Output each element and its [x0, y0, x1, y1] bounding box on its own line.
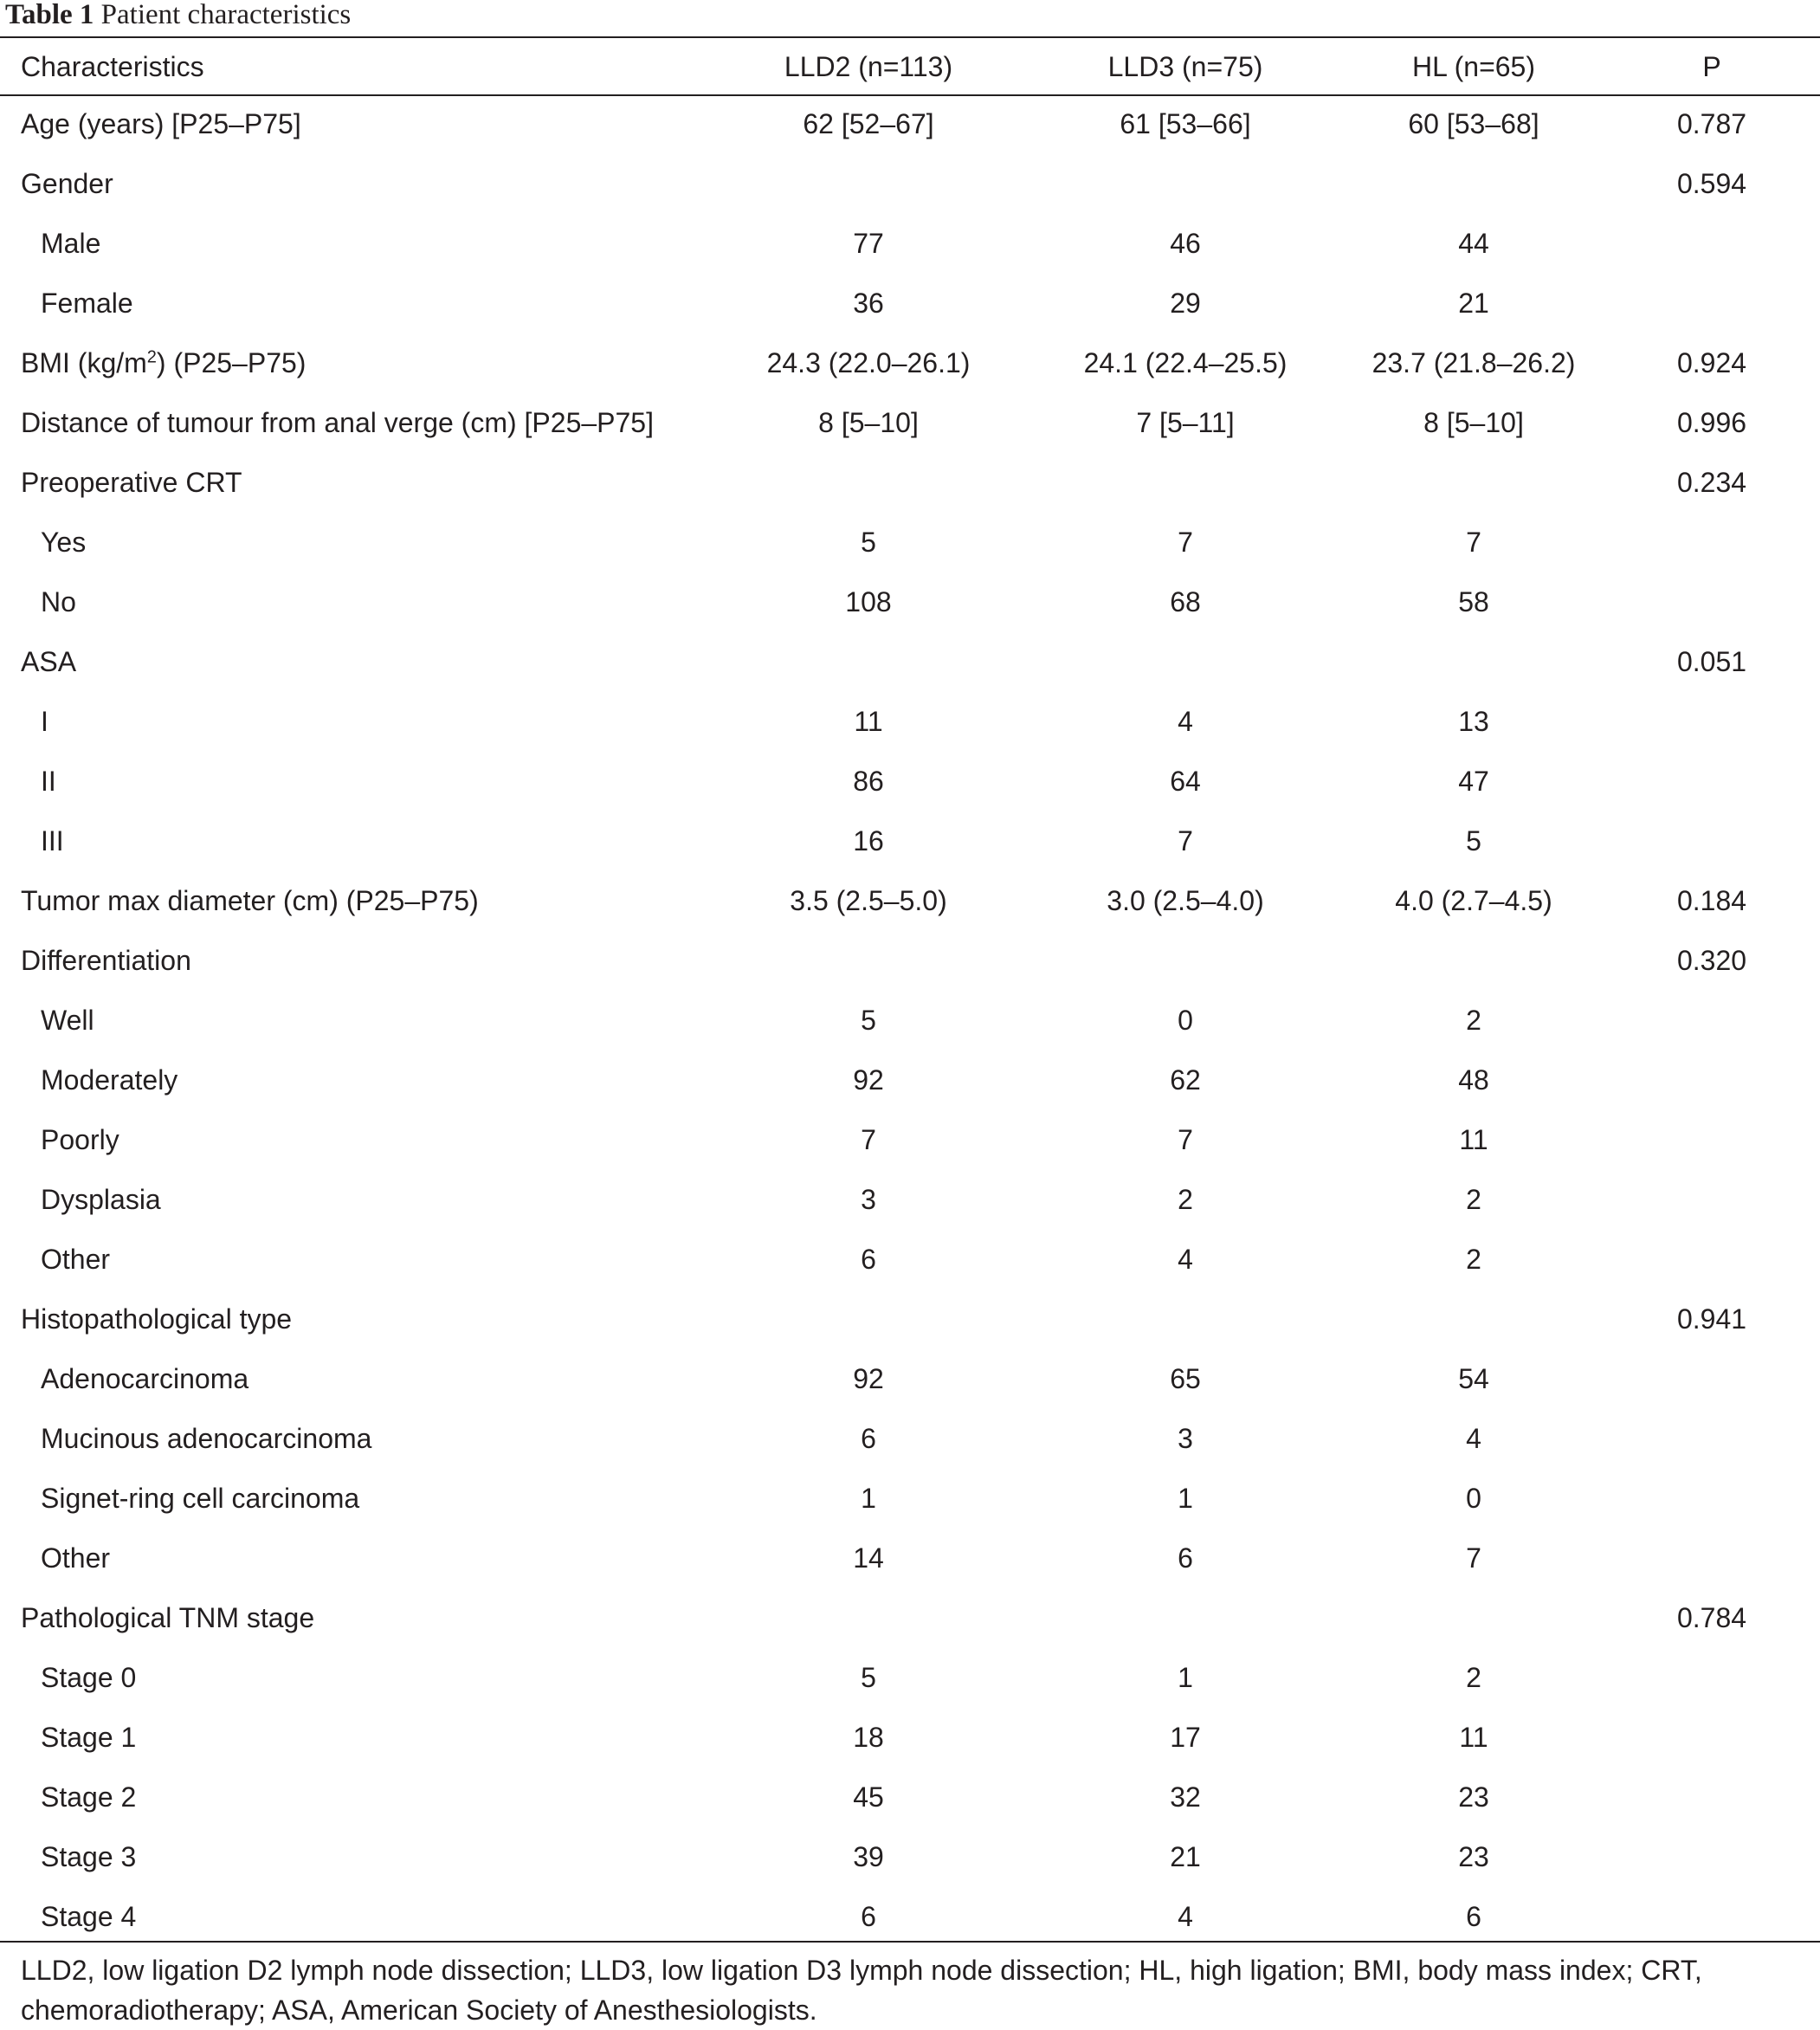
table-cell: 5 [861, 1662, 876, 1693]
table-cell [710, 632, 1027, 692]
table-row [0, 632, 1820, 692]
row-label-part: ) (P25–P75) [156, 347, 307, 378]
row-label [0, 333, 710, 393]
table-cell: 24.1 (22.4–25.5) [1083, 347, 1288, 378]
row-label: Preoperative CRT [21, 467, 242, 498]
table-cell: 6 [1466, 1901, 1481, 1932]
table-cell [1604, 692, 1820, 752]
table-row [0, 1051, 1820, 1110]
table-cell: 6 [861, 1423, 876, 1454]
table-cell [1604, 1469, 1820, 1529]
table-cell: 1 [1178, 1483, 1193, 1514]
table-cell [1027, 632, 1344, 692]
row-label: ASA [21, 646, 77, 677]
column-header: LLD3 (n=75) [1107, 51, 1263, 82]
table-cell: 23.7 (21.8–26.2) [1371, 347, 1576, 378]
table-row [0, 572, 1820, 632]
table-cell: 11 [854, 706, 883, 737]
row-label: Stage 4 [41, 1901, 137, 1932]
table-footnote: LLD2, low ligation D2 lymph node dissection; LLD3, low ligation D3 lymph node dissection; HL, high ligation; BMI, body mass index; CRT, chemoradiotherapy; ASA, American Society of Anesthesiologists. [21, 1955, 1702, 2026]
row-label-superscript: 2 [146, 347, 157, 367]
table-cell: 0.234 [1676, 467, 1747, 498]
table-cell [1344, 1290, 1604, 1349]
table-cell: 14 [853, 1542, 884, 1574]
top-rule [0, 36, 1820, 38]
table-cell: 45 [853, 1781, 884, 1813]
table-caption-title: Patient characteristics [100, 0, 352, 30]
table-row [0, 1110, 1820, 1170]
table-row [0, 931, 1820, 991]
table-row [0, 871, 1820, 931]
table-cell: 5 [861, 1005, 876, 1036]
table-cell: 2 [1178, 1184, 1193, 1215]
table-row [0, 333, 1820, 393]
table-cell [1604, 1349, 1820, 1409]
table-cell: 18 [853, 1722, 884, 1753]
table-row [0, 1290, 1820, 1349]
table-cell: 4 [1466, 1423, 1481, 1454]
row-label: Gender [21, 168, 113, 199]
table-cell: 1 [1178, 1662, 1193, 1693]
table-cell: 7 [1466, 527, 1481, 558]
table-cell [1604, 572, 1820, 632]
table-cell [1027, 931, 1344, 991]
table-cell [1604, 1170, 1820, 1230]
table-cell: 7 [1178, 1124, 1193, 1155]
table-cell: 21 [1458, 288, 1489, 319]
table-cell [1604, 214, 1820, 274]
table-row [0, 991, 1820, 1051]
table-cell [1604, 1768, 1820, 1827]
table-cell [1604, 1708, 1820, 1768]
table-cell: 64 [1170, 766, 1201, 797]
row-label: Tumor max diameter (cm) (P25–P75) [21, 885, 479, 916]
table-cell: 2 [1466, 1005, 1481, 1036]
table-cell: 24.3 (22.0–26.1) [766, 347, 971, 378]
table-cell [1604, 1887, 1820, 1947]
header-row [0, 39, 1820, 94]
row-label: Other [41, 1244, 111, 1275]
table-cell: 0.787 [1676, 108, 1747, 139]
row-label: Stage 0 [41, 1662, 137, 1693]
table-cell: 65 [1170, 1363, 1201, 1394]
table-row [0, 1349, 1820, 1409]
table-row [0, 1708, 1820, 1768]
table-cell: 60 [53–68] [1408, 108, 1539, 139]
table-cell: 3.0 (2.5–4.0) [1107, 885, 1264, 916]
table-cell: 2 [1466, 1244, 1481, 1275]
table-cell: 0.184 [1676, 885, 1747, 916]
table-cell [710, 1588, 1027, 1648]
table-row [0, 1827, 1820, 1887]
table-row [0, 1230, 1820, 1290]
table-cell: 0 [1178, 1005, 1193, 1036]
table-cell: 4 [1178, 1901, 1193, 1932]
table-cell: 0 [1466, 1483, 1481, 1514]
table-cell [1604, 274, 1820, 333]
table-cell: 3 [861, 1184, 876, 1215]
row-label: Distance of tumour from anal verge (cm) [P25–P75] [21, 407, 654, 438]
table-cell: 8 [5–10] [1423, 407, 1524, 438]
table-cell: 13 [1458, 706, 1489, 737]
table-cell [1604, 811, 1820, 871]
row-label: Histopathological type [21, 1303, 293, 1335]
table-cell: 8 [5–10] [818, 407, 919, 438]
table-cell: 3.5 (2.5–5.0) [790, 885, 947, 916]
table-cell: 36 [853, 288, 884, 319]
row-label: II [41, 766, 56, 797]
table-cell [1027, 1290, 1344, 1349]
table-cell: 58 [1458, 586, 1489, 617]
table-cell [1604, 1230, 1820, 1290]
row-label: Moderately [41, 1064, 178, 1096]
table-cell: 32 [1170, 1781, 1201, 1813]
table-cell: 48 [1458, 1064, 1489, 1096]
table-cell: 7 [1466, 1542, 1481, 1574]
table-cell: 21 [1170, 1841, 1201, 1872]
table-cell [1344, 632, 1604, 692]
table-cell: 5 [1466, 825, 1481, 857]
bottom-rule [0, 1941, 1820, 1943]
table-row [0, 154, 1820, 214]
table-cell [1604, 1827, 1820, 1887]
row-label: Dysplasia [41, 1184, 161, 1215]
table-row [0, 513, 1820, 572]
table-cell [710, 1290, 1027, 1349]
table-cell: 6 [861, 1901, 876, 1932]
column-header: P [1702, 51, 1721, 82]
table-cell: 86 [853, 766, 884, 797]
table-cell [1604, 752, 1820, 811]
table-cell: 7 [1178, 825, 1193, 857]
table-cell: 11 [1459, 1124, 1488, 1155]
table-cell: 108 [845, 586, 892, 617]
table-cell [1027, 1588, 1344, 1648]
row-label: Signet-ring cell carcinoma [41, 1483, 360, 1514]
row-label: Stage 3 [41, 1841, 137, 1872]
table-cell: 6 [1178, 1542, 1193, 1574]
row-label: Female [41, 288, 133, 319]
table-cell: 0.941 [1676, 1303, 1747, 1335]
table-row [0, 1648, 1820, 1708]
table-cell: 54 [1458, 1363, 1489, 1394]
table-row [0, 94, 1820, 154]
patient-characteristics-table [0, 39, 1820, 1947]
table-caption [5, 0, 351, 33]
table-cell: 0.594 [1676, 168, 1747, 199]
table-cell: 4 [1178, 706, 1193, 737]
table-cell [1604, 1110, 1820, 1170]
table-cell: 0.784 [1676, 1602, 1747, 1633]
table-cell: 7 [1178, 527, 1193, 558]
table-row [0, 1409, 1820, 1469]
table-cell: 5 [861, 527, 876, 558]
row-label: No [41, 586, 76, 617]
table-cell [1604, 1051, 1820, 1110]
row-label: I [41, 706, 48, 737]
table-cell: 23 [1458, 1781, 1489, 1813]
table-cell [1344, 1588, 1604, 1648]
table-caption-label: Table 1 [5, 0, 94, 30]
table-cell: 0.924 [1676, 347, 1747, 378]
table-cell: 23 [1458, 1841, 1489, 1872]
row-label: Male [41, 228, 101, 259]
row-label: Yes [41, 527, 87, 558]
row-label: Age (years) [P25–P75] [21, 108, 301, 139]
row-label-part: BMI (kg/m [21, 347, 147, 378]
table-body [0, 94, 1820, 1947]
table-cell: 29 [1170, 288, 1201, 319]
table-cell: 44 [1458, 228, 1489, 259]
table-cell [1604, 513, 1820, 572]
table-cell: 7 [5–11] [1136, 407, 1235, 438]
table-cell [1027, 154, 1344, 214]
table-row [0, 1170, 1820, 1230]
table-row [0, 1768, 1820, 1827]
table-cell [710, 931, 1027, 991]
column-header: LLD2 (n=113) [784, 51, 953, 82]
table-cell [1604, 1409, 1820, 1469]
table-cell: 62 [52–67] [803, 108, 934, 139]
table-cell [1604, 1529, 1820, 1588]
table-cell [1344, 931, 1604, 991]
row-label: Other [41, 1542, 111, 1574]
row-label: Adenocarcinoma [41, 1363, 249, 1394]
column-header: Characteristics [21, 51, 204, 82]
table-cell [710, 453, 1027, 513]
table-row [0, 1469, 1820, 1529]
table-row [0, 752, 1820, 811]
table-cell: 68 [1170, 586, 1201, 617]
table-cell [1027, 453, 1344, 513]
table-cell [1344, 453, 1604, 513]
table-cell: 47 [1458, 766, 1489, 797]
table-cell: 0.051 [1676, 646, 1747, 677]
table-cell: 3 [1178, 1423, 1193, 1454]
row-label: Poorly [41, 1124, 119, 1155]
row-label: III [41, 825, 64, 857]
table-row [0, 1588, 1820, 1648]
table-row [0, 453, 1820, 513]
table-cell: 4.0 (2.7–4.5) [1395, 885, 1552, 916]
table-cell: 0.996 [1676, 407, 1747, 438]
table-row [0, 1887, 1820, 1947]
row-label: Differentiation [21, 945, 191, 976]
table-cell: 2 [1466, 1662, 1481, 1693]
table-cell [1344, 154, 1604, 214]
row-label: Stage 2 [41, 1781, 137, 1813]
table-cell: 77 [853, 228, 884, 259]
row-label: Pathological TNM stage [21, 1602, 315, 1633]
table-row [0, 1529, 1820, 1588]
table-row [0, 692, 1820, 752]
table-cell: 92 [853, 1064, 884, 1096]
table-cell: 17 [1170, 1722, 1201, 1753]
table-row [0, 214, 1820, 274]
table-cell: 46 [1170, 228, 1201, 259]
table-cell: 4 [1178, 1244, 1193, 1275]
table-cell: 6 [861, 1244, 876, 1275]
table-cell: 16 [853, 825, 884, 857]
table-cell: 11 [1459, 1722, 1488, 1753]
table-cell: 92 [853, 1363, 884, 1394]
table-cell [1604, 1648, 1820, 1708]
table-cell: 39 [853, 1841, 884, 1872]
column-header: HL (n=65) [1412, 51, 1535, 82]
table-row [0, 274, 1820, 333]
table-cell: 61 [53–66] [1120, 108, 1251, 139]
table-cell: 7 [861, 1124, 876, 1155]
table-cell [710, 154, 1027, 214]
table-row [0, 393, 1820, 453]
table-cell: 2 [1466, 1184, 1481, 1215]
table-cell: 1 [861, 1483, 876, 1514]
table-cell [1604, 991, 1820, 1051]
table-row [0, 811, 1820, 871]
row-label: Mucinous adenocarcinoma [41, 1423, 372, 1454]
row-label: Well [41, 1005, 94, 1036]
table-cell: 62 [1170, 1064, 1201, 1096]
row-label: Stage 1 [41, 1722, 137, 1753]
table-cell: 0.320 [1676, 945, 1747, 976]
